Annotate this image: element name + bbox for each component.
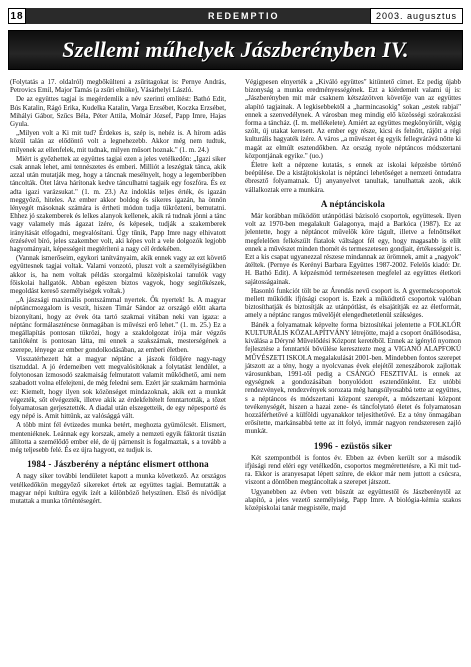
right-column (245, 78, 461, 513)
paragraph: A több mint fél évtizedes munka betért, meghozta gyümölcsét. Elismert, menteniéknek. Leánnak egy korszak, amely a nemzeti egyik fáktorát tisztán állította a személődő ember elé, de új párnensít is fogalmaztak, s a tovább a még teljesebb felé. És ez újra hagyott, ez tudjuk is. (10, 421, 226, 454)
paragraph: A nagy siker további lendületet kapott a munka következő. Az országos vetélkedőkön meggyőző sikereket értek az együttes tagjai. Bemutatták a magyar népi kultúra egyik ízét a különböző helyszínen. Első és nívódíjat mutattak a munka tőrténtésegért. (10, 472, 226, 505)
paragraph: Hasonló funkciót tölt be az Árendás nevű csoport is. A gyermekcsoportok mellett működik ifjúsági csoport is. Ezek a működtető csoportok valóban biztosíthatják és biztosítják az utánpótlást, és elsajátítják ez az életformát, amely a néptánc rangos művelőjét elengedhetetlenül szükséges. (245, 286, 461, 320)
page-number: 18 (8, 8, 26, 24)
paragraph: Ugyanebben az évben vett büszút az együttestől és Jászberénytől az alapító, a jeles vezető személyiség, Papp Imre. A biológia-kémia szakos középiskolai tanár megpistéle, majd (245, 487, 461, 512)
section-heading: 1984 - Jászberény a néptánc elismert otthona (27, 459, 209, 470)
paragraph: Végigpesen elnyerték a „Kiváló együttes" kitüntető címet. Ez pedig újabb bizonyság a munka eredményességének. Ezt a kiérdemelt valami új is: „Jászberényben mit már csaknem kétszázötven követője van az együttes alapító tagjainak. A legkisebbektől a „harmincasokig" sokan „estek rabjai" ennek a szenvedélynek. A városban meg mindig elő közösségi szórakozási forma a táncház. (I. m. mellékelete). Amiért az együttes megkönyörült, végig szólt, új utakat keresett. Az ember egy része, kicsi és felnőtt, rájött a régi kulturális hagyaték ízére. A város „a művészet ég egyik fellegvárává nőtte ki magát az elmúlt esztendőkben. Az ország nyole néptáncos módszertani központjának egyike." (uo.) (245, 78, 461, 160)
paragraph: (Folytatás a 17. oldalról) megbőkülteni a zsűritagokat is: Pernye András, Petrovics Emil, Major Tamás (a zsűri elnöke), Vásárhelyi László. (10, 78, 226, 95)
issue-date: 2003. augusztus (370, 8, 463, 24)
paragraph: Életre kelt a népzene kutatás, s ennek az iskolai képzésbe történő beépülése. De a kistájtokiskolat is néptánci lehetőséget a nemzeti öntudatra ébresztő folyamatnak. Új anyanyelvet tanultak, tanulhattak azok, akik vállalkoztak erre a munkára. (245, 161, 461, 194)
paragraph: De az együttes tagjai is megérdemlik a név szerinti említést: Bathó Edit, Bús Katalin, Rágó Erika, Kudelka Katalin, Varga Erzsébet, Koczka Erzsébet, Mihályi Gábor, Szűcs Béla, Péter Attila, Molnár József, Papp Imre, Hajas Gyula. (10, 95, 226, 129)
paragraph: Két szempontból is fontos év. Ebben az évben került sor a második ifjúsági rend eléri egy vetélkedőn, csoportos megmérettetésre, a Ki mit tud-ra. Ekkor is aranyesapat lépett színre, de ekkor már nem juttott a csúcsra, viszont a döntőben megtáncoltak a szerepet játszott. (245, 453, 461, 487)
paragraph: Már korábban működött utánpótlási bázisoló csoportok, együttesek. Ilyen volt az 1970-ben megalakult Galagonya, majd a Barkóca (1987). Ez az jelentette, hogy a néptáncot művelők köre tágult, illetve a felnőttséket megfelelően felkészült fiatalok váltságot fél egy, hogy magasabb is elilt ennek a művészet minden thomét és termeszetesen gondjait, értékességeit is. Ezt a kis csapat ugyanezzal részese mindannak az örömnek, amit a „nagyok" átéltek. (Pernye és Kerényi Barbara Együttes 1987-2002. Felelős kiadó: Dr. H. Bathó Edit). A képzésmód természetesen megfelel az együttes életkori sajátosságainak. (245, 212, 461, 286)
paragraph: Visszatérhezett hát a magyar néptánc a jászok földjére nagy-nagy tisztuddal. A jó érdemeiben vett megvalósítóknak a folytatást lendület, a folytonosan ízmosodó szakmaiság felmutatott valamit működhető, ami nem szabadott volna elfelejteni, de még feledni sem. Ezért jár szakmám harmónia ez: Kiemelt, hogy ilyen sok közönséget mindazoknak, akik ezt a munkát végezték, sőt elvégezték, illetve akik az érdekfeltételt fenntartották, a tőzet folyamatosan gerjesztették. A diadal után elszegetteik, de egy népesporté és egy népé is. Amit hittünk, az valósággá vált. (10, 354, 226, 421)
section-heading: 1996 - ezüstös siker (313, 440, 393, 451)
paragraph: Miért is győzhettek az együttes tagjai ezen a jeles vetélkedőn: „Igazi siker csak annak lehet, ami tennészetes és emberi. Milliót a leszégtak tánca, akik azzal után mutatják meg, hogy a táncnak mesélnyelt, hogy a legemberibben táncolták. Ötet látva hárítonak kedve tánculhatni tagjaik egy foszfóra. És ez adta igazi varázsukat." (1. m. 23.) Az indoklás teljes érték, és igazán meggyőző, hiteles. Az ember akkor boldog és sikeres igazán, ha önnön lényegét másoknak számára is értheti módon tudja tükrözteni, bemutatni. Ehhez jó szakemberek és lelkes alanyok kellenek, akik rá tudnak jönni a tánc vagy valamely más ágazat ízére, és képesek, tudják a szakemberek irányítását elfogadni, megvalósítani. Úgy tűnik, Papp Imre nagy elhivatott érzésével bíró, jeles szakember volt, aki képes volt a vele dolgozók legjobb hagyományait, képességeit megtéríteni a nagy cél érdekében. (10, 154, 226, 254)
left-column (10, 78, 226, 506)
publication-name: REDEMPTIO (208, 11, 280, 21)
article-title: Szellemi műhelyek Jászberényben IV. (62, 37, 409, 62)
paragraph: Bánék a folyamatnak képvelte forma biztosítékai jelentette a FOLKLÓR KULTURÁLIS KÖZALAPÍTVÁNY létrejötte, majd a csoport önállósodása, kiválása a Déryné Művelődési Központ keretéből. Ennek az igénylő nyomon fejlesztése a fenntartói bővülése keresztezte meg a VIGANÓ ALAPFOKÚ MŰVÉSZETI ISKOLA megalakulását 2001-ben. Mindebben fontos szerepet játszott az a tény, hogy a nyolcvanas évek elejétől zeneszáborok zajlottak városunkban, 1991-től pedig a CSÁNGÓ FESZTIVÁL is ennek az egységnek a gondozásában bonyolódott esztendőnként. Ez utóbbi rendezvények, rendezvények sorozata még hangsúlyosabbá tette az együttes, s a néptáncos és módszertani központ szerepét, a módszertani központ tevékenységét, hiszen a hazai zene- és táncfolytató életet és folyamatosan hozzáférhetővé a külföldi ugyanakkor teljesíthetővé. Ez a tény önmagában erősítette, markánsabbá tette az itt folyó, immár nagyon rendszeresen zajló munkát. (245, 320, 461, 436)
page-header (8, 8, 463, 24)
paragraph: (Vannak ismerőseim, egykori tanítványaim, akik ennek vagy az ezt követő együttesnek tagjai voltak. Valami vonzotó, pluszt volt a személyiségükben akkor is, ha nem voltak példás szorgalmú középiskolai tanulók vagy főiskolai hallgatók. Abban egészen biztos vagyok, hogy segítőkészek, megoldást kereső személyiségek voltak.) (10, 254, 226, 296)
section-heading: A néptánciskola (320, 198, 386, 209)
paragraph: „Milyen volt a Ki mit tud? Érdekes is, szép is, nehéz is. A hírom adás közül talán az elődöntő volt a legnehezebb. Akkor még nem tudtuk, milyenek az ellenfelek, mit tudnak, milyen műsort hoznak." (1. m. 24.) (10, 129, 226, 154)
paragraph: „A jászsági maximális pontszámmal nyertek. Ők nyertek! Is. A magyar néptáncmozgalom is veszít, hiszen Timár Sándor az országó előtt akarta bizonyítani, hogy az évek óta tartó szakmai vitában neki van igaza: a néptánc formálaszténcse önmagában is művészi erő lehet." (1. m. 25.) Ez a megállapítás pontosan tükrözi, hogy a szakdolgozat írója már végzős tanítóként is pontosan látta, mi ennek a szakszámak, mesterségének a szerepe, lényege az ember gondolkodásában, az emberi életben. (10, 296, 226, 354)
article-title-banner (8, 30, 463, 70)
